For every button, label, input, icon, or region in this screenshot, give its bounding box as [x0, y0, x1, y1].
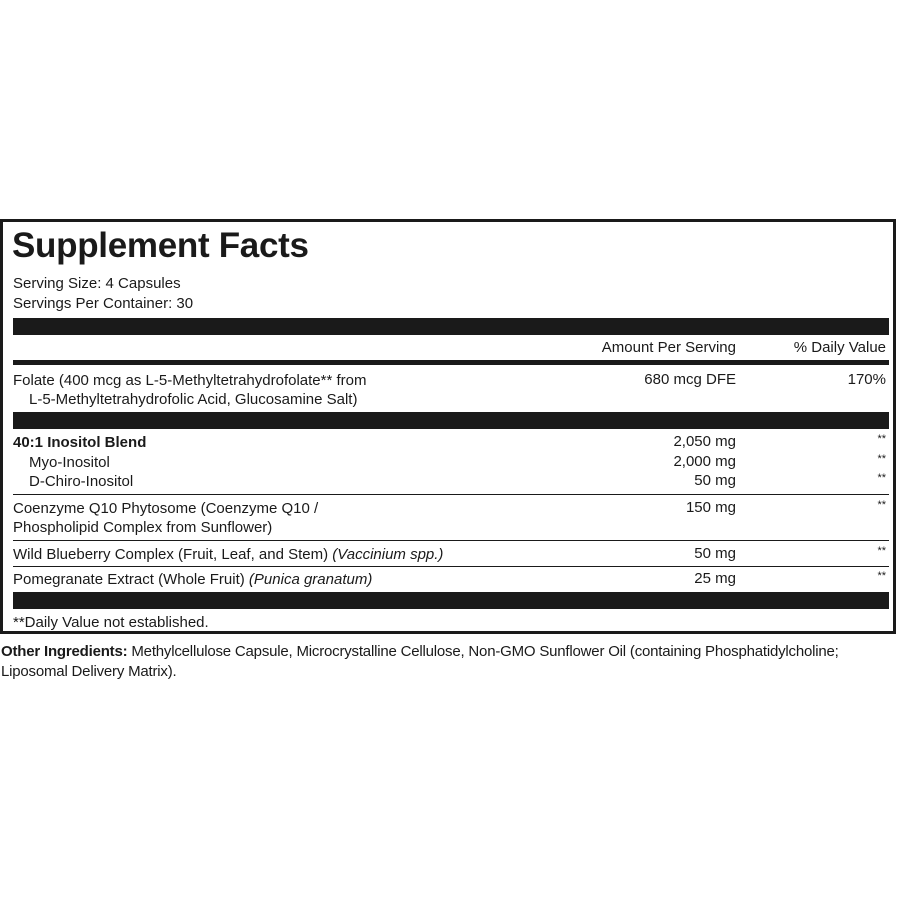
coq10-name-line1: Coenzyme Q10 Phytosome (Coenzyme Q10 /	[13, 500, 319, 517]
header-amount: Amount Per Serving	[601, 339, 736, 356]
blueberry-name	[13, 545, 443, 564]
servings-per-container: Servings Per Container: 30	[13, 295, 194, 312]
other-ingredients-text: Methylcellulose Capsule, Microcrystalline Cellulose, Non-GMO Sunflower Oil (containing Phosphatidylcholine; Liposomal Delivery Matrix).	[1, 643, 839, 680]
folate-name-line1: Folate (400 mcg as L-5-Methyltetrahydrofolate** from	[13, 372, 367, 389]
folate-name-line2: L-5-Methyltetrahydrofolic Acid, Glucosamine Salt)	[29, 391, 358, 408]
pomegranate-name	[13, 570, 372, 589]
folate-dv: 170%	[847, 371, 886, 388]
d-chiro-inositol-amount: 50 mg	[694, 472, 736, 489]
thick-divider	[13, 592, 889, 609]
thin-divider	[13, 540, 889, 541]
pomegranate-amount: 25 mg	[694, 570, 736, 587]
myo-inositol-amount: 2,000 mg	[673, 453, 736, 470]
pomegranate-common-name: Pomegranate Extract (Whole Fruit)	[13, 571, 249, 588]
header-daily-value: % Daily Value	[793, 339, 886, 356]
other-ingredients-label: Other Ingredients:	[1, 643, 128, 660]
pomegranate-latin-name: (Punica granatum)	[248, 571, 373, 588]
serving-size: Serving Size: 4 Capsules	[13, 275, 181, 292]
panel-title: Supplement Facts	[12, 226, 309, 265]
pomegranate-dv: **	[877, 570, 886, 582]
inositol-blend-amount: 2,050 mg	[673, 433, 736, 450]
coq10-name-line2: Phospholipid Complex from Sunflower)	[13, 519, 273, 536]
d-chiro-inositol-dv: **	[877, 472, 886, 484]
other-ingredients	[1, 642, 899, 682]
myo-inositol-dv: **	[877, 453, 886, 465]
d-chiro-inositol-name: D-Chiro-Inositol	[29, 473, 134, 490]
medium-divider	[13, 360, 889, 365]
thick-divider	[13, 412, 889, 429]
inositol-blend-dv: **	[877, 433, 886, 445]
thin-divider	[13, 494, 889, 495]
myo-inositol-name: Myo-Inositol	[29, 454, 110, 471]
thin-divider	[13, 566, 889, 567]
blueberry-amount: 50 mg	[694, 545, 736, 562]
blueberry-latin-name: (Vaccinium spp.)	[332, 546, 444, 563]
supplement-facts-panel	[0, 219, 896, 634]
blueberry-common-name: Wild Blueberry Complex (Fruit, Leaf, and Stem)	[13, 546, 333, 563]
footnote: **Daily Value not established.	[13, 614, 209, 631]
blueberry-dv: **	[877, 545, 886, 557]
coq10-amount: 150 mg	[685, 499, 736, 516]
coq10-dv: **	[877, 499, 886, 511]
folate-amount: 680 mcg DFE	[644, 371, 736, 388]
inositol-blend-name: 40:1 Inositol Blend	[13, 434, 147, 451]
thick-divider	[13, 318, 889, 335]
